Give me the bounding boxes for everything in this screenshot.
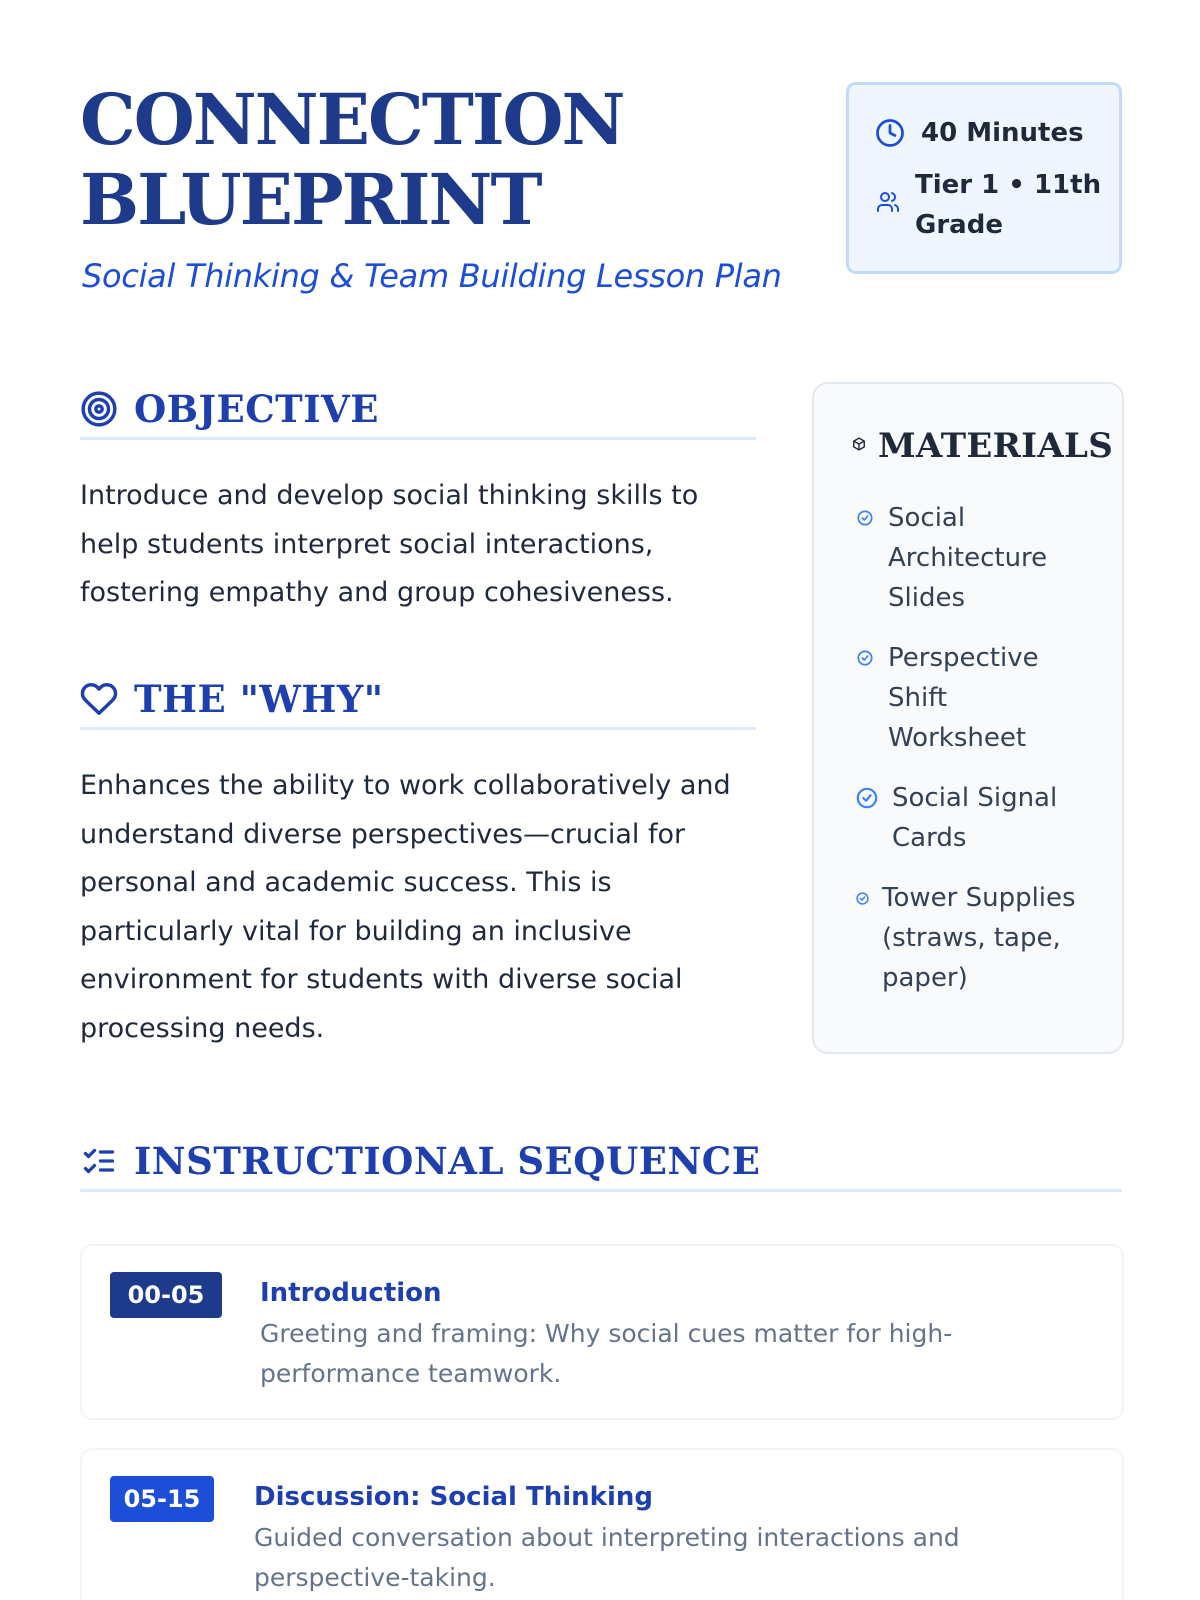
sequence-heading-text: INSTRUCTIONAL SEQUENCE <box>134 1138 761 1183</box>
materials-heading <box>852 426 1113 466</box>
audience-row <box>875 165 1101 245</box>
material-line: Social Signal <box>892 783 1058 813</box>
material-line: Slides <box>888 583 965 613</box>
title-line-2: BLUEPRINT <box>80 158 541 241</box>
material-label <box>888 638 1039 758</box>
time-badge: 00-05 <box>110 1272 222 1318</box>
check-circle-icon <box>854 778 880 818</box>
list-checks-icon <box>80 1142 118 1180</box>
why-text <box>80 762 770 1053</box>
material-item <box>854 638 1039 758</box>
material-line: Shift <box>888 683 948 713</box>
why-line: processing needs. <box>80 1012 325 1044</box>
material-item <box>854 878 1076 998</box>
title-line-1: CONNECTION <box>80 78 624 161</box>
audience-line-2: Grade <box>915 210 1003 240</box>
why-heading <box>80 670 756 730</box>
material-line: paper) <box>882 963 968 993</box>
package-icon <box>852 437 866 456</box>
lesson-meta-card <box>846 82 1122 274</box>
material-line: (straws, tape, <box>882 923 1061 953</box>
page-subtitle: Social Thinking & Team Building Lesson Plan <box>82 257 782 295</box>
material-label <box>888 498 1047 618</box>
page-title <box>80 80 800 240</box>
objective-heading <box>80 380 756 440</box>
duration-text: 40 Minutes <box>921 118 1084 148</box>
material-line: Cards <box>892 823 967 853</box>
heart-icon <box>80 680 118 718</box>
material-line: Perspective <box>888 643 1039 673</box>
step-description <box>260 1314 1000 1394</box>
material-item <box>854 498 1047 618</box>
why-line: Enhances the ability to work collaboratively and <box>80 770 731 801</box>
duration-row <box>875 113 1084 153</box>
objective-line: Introduce and develop social thinking skills to <box>80 480 699 511</box>
sequence-step <box>80 1448 1124 1600</box>
step-title: Introduction <box>260 1278 442 1308</box>
step-description-line: performance teamwork. <box>260 1359 562 1388</box>
users-icon <box>875 189 901 215</box>
why-line: understand diverse perspectives—crucial for <box>80 818 686 850</box>
why-line: personal and academic success. This is <box>80 867 612 898</box>
objective-heading-text: OBJECTIVE <box>134 386 379 431</box>
why-line: environment for students with diverse social <box>80 964 683 995</box>
step-description-line: Guided conversation about interpreting interactions and <box>254 1523 960 1552</box>
material-line: Tower Supplies <box>882 883 1076 913</box>
materials-heading-text: MATERIALS <box>878 426 1114 466</box>
check-circle-icon <box>854 498 876 538</box>
step-description-line: Greeting and framing: Why social cues matter for high- <box>260 1319 953 1348</box>
materials-panel <box>812 382 1124 1054</box>
step-description <box>254 1518 994 1598</box>
objective-line: help students interpret social interactions, <box>80 528 654 560</box>
step-title: Discussion: Social Thinking <box>254 1482 653 1512</box>
material-line: Social <box>888 503 966 533</box>
sequence-heading <box>80 1132 1122 1192</box>
time-badge: 05-15 <box>110 1476 214 1522</box>
check-circle-icon <box>854 638 876 678</box>
why-heading-text: THE "WHY" <box>134 676 384 721</box>
material-line: Architecture <box>888 543 1048 573</box>
step-description-line: perspective-taking. <box>254 1563 496 1592</box>
objective-line: fostering empathy and group cohesiveness. <box>80 577 674 608</box>
objective-text <box>80 472 770 618</box>
sequence-step <box>80 1244 1124 1420</box>
why-line: particularly vital for building an inclusive <box>80 915 632 947</box>
material-label <box>892 778 1057 858</box>
check-circle-icon <box>854 878 870 918</box>
target-icon <box>80 390 118 428</box>
clock-icon <box>875 118 905 148</box>
audience-line-1: Tier 1 • 11th <box>915 170 1102 200</box>
material-line: Worksheet <box>888 723 1027 753</box>
audience-text <box>915 165 1101 245</box>
material-item <box>854 778 1057 858</box>
material-label <box>882 878 1076 998</box>
